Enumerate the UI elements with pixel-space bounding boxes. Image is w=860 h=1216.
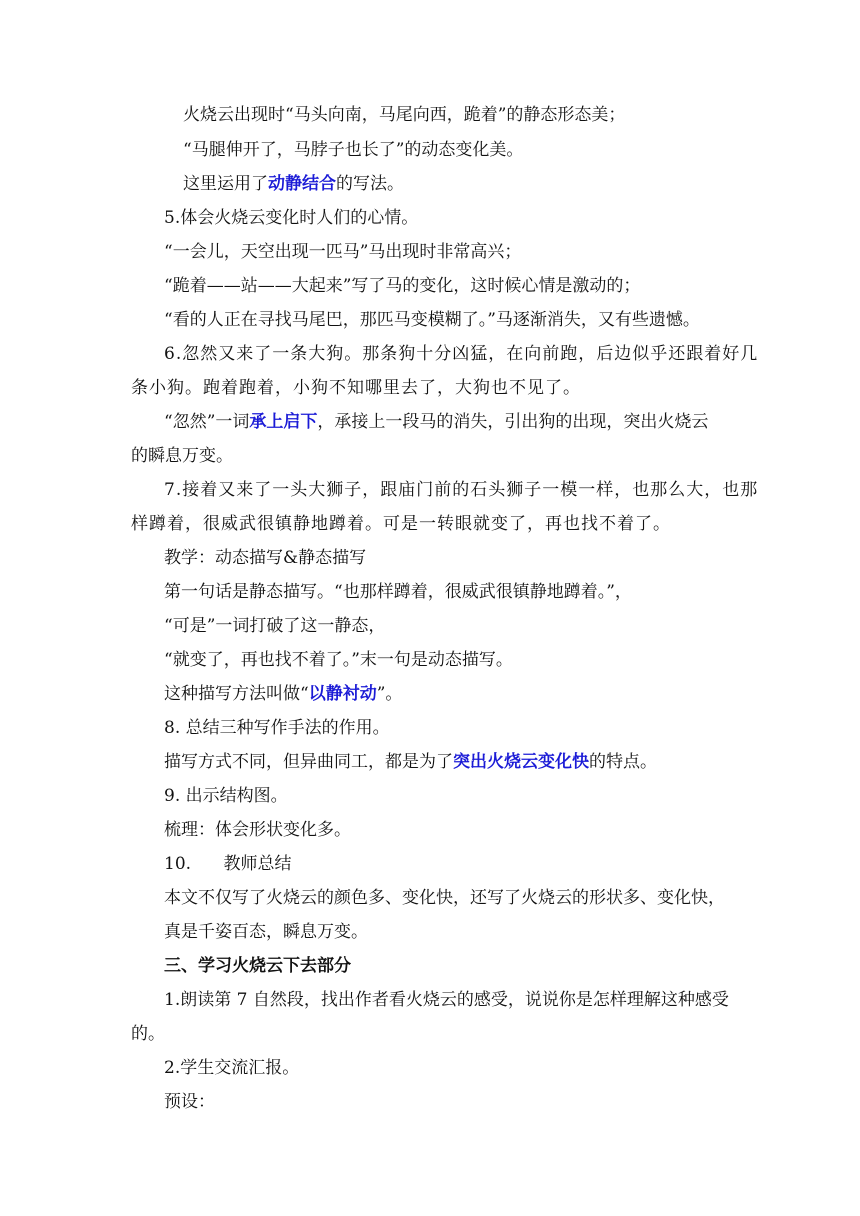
paragraph-line: 9. 出示结构图。 bbox=[164, 786, 288, 806]
text-span: 的特点。 bbox=[589, 752, 657, 772]
paragraph-line: 的瞬息万变。 bbox=[131, 446, 233, 466]
text-span: “忽然”一词 bbox=[164, 412, 250, 432]
highlight-term: 以静衬动 bbox=[308, 684, 377, 704]
paragraph-line: “跪着——站——大起来”写了马的变化，这时候心情是激动的； bbox=[164, 276, 641, 296]
paragraph-line: 教学：动态描写&静态描写 bbox=[164, 548, 367, 568]
paragraph-line: “可是”一词打破了这一静态， bbox=[164, 616, 386, 636]
paragraph-line: 2.学生交流汇报。 bbox=[164, 1058, 300, 1078]
text-span: 描写方式不同，但异曲同工，都是为了 bbox=[164, 752, 453, 772]
highlight-term: 动静结合 bbox=[268, 174, 336, 194]
paragraph-line: “看的人正在寻找马尾巴，那匹马变模糊了。”马逐渐消失，又有些遗憾。 bbox=[164, 310, 700, 330]
paragraph-line: 条小狗。跑着跑着，小狗不知哪里去了，大狗也不见了。 bbox=[131, 378, 581, 398]
paragraph-line bbox=[164, 683, 402, 705]
text-span: ，承接上一段马的消失，引出狗的出现，突出火烧云 bbox=[317, 412, 709, 432]
paragraph-line: 8. 总结三种写作手法的作用。 bbox=[164, 718, 390, 738]
highlight-term: 承上启下 bbox=[249, 412, 318, 432]
paragraph-line: 5.体会火烧云变化时人们的心情。 bbox=[164, 208, 419, 228]
paragraph-line: 样蹲着，很威武很镇静地蹲着。可是一转眼就变了，再也找不着了。 bbox=[131, 514, 671, 534]
text-span: 的写法。 bbox=[336, 174, 404, 194]
text-span: ”。 bbox=[376, 684, 403, 704]
paragraph-line: 的。 bbox=[131, 1024, 165, 1044]
paragraph-line: 第一句话是静态描写。“也那样蹲着，很威武很镇静地蹲着。”， bbox=[164, 582, 632, 602]
paragraph-line: “就变了，再也找不着了。”末一句是动态描写。 bbox=[164, 650, 513, 670]
paragraph-line bbox=[183, 173, 404, 195]
paragraph-line: 6.忽然又来了一条大狗。那条狗十分凶猛，在向前跑，后边似乎还跟着好几 bbox=[164, 344, 759, 364]
highlight-term: 突出火烧云变化快 bbox=[453, 752, 589, 772]
paragraph-line: 1.朗读第 7 自然段，找出作者看火烧云的感受，说说你是怎样理解这种感受 bbox=[164, 990, 729, 1010]
paragraph-line: “马腿伸开了，马脖子也长了”的动态变化美。 bbox=[183, 140, 524, 160]
paragraph-line bbox=[164, 751, 657, 773]
paragraph-line: “一会儿，天空出现一匹马”马出现时非常高兴； bbox=[164, 242, 522, 262]
paragraph-line: 梳理：体会形状变化多。 bbox=[164, 820, 351, 840]
paragraph-line: 7.接着又来了一头大狮子，跟庙门前的石头狮子一模一样，也那么大，也那 bbox=[164, 480, 759, 500]
text-span: 这种描写方法叫做“ bbox=[164, 684, 309, 704]
section-heading: 三、学习火烧云下去部分 bbox=[164, 956, 351, 976]
paragraph-line: 10. 教师总结 bbox=[164, 854, 292, 874]
text-span: 这里运用了 bbox=[183, 174, 268, 194]
paragraph-line: 火烧云出现时“马头向南，马尾向西，跪着”的静态形态美； bbox=[183, 105, 626, 125]
paragraph-line: 本文不仅写了火烧云的颜色多、变化快，还写了火烧云的形状多、变化快， bbox=[164, 888, 725, 908]
paragraph-line bbox=[164, 411, 708, 433]
paragraph-line: 真是千姿百态，瞬息万变。 bbox=[164, 922, 368, 942]
paragraph-line: 预设： bbox=[164, 1092, 215, 1112]
